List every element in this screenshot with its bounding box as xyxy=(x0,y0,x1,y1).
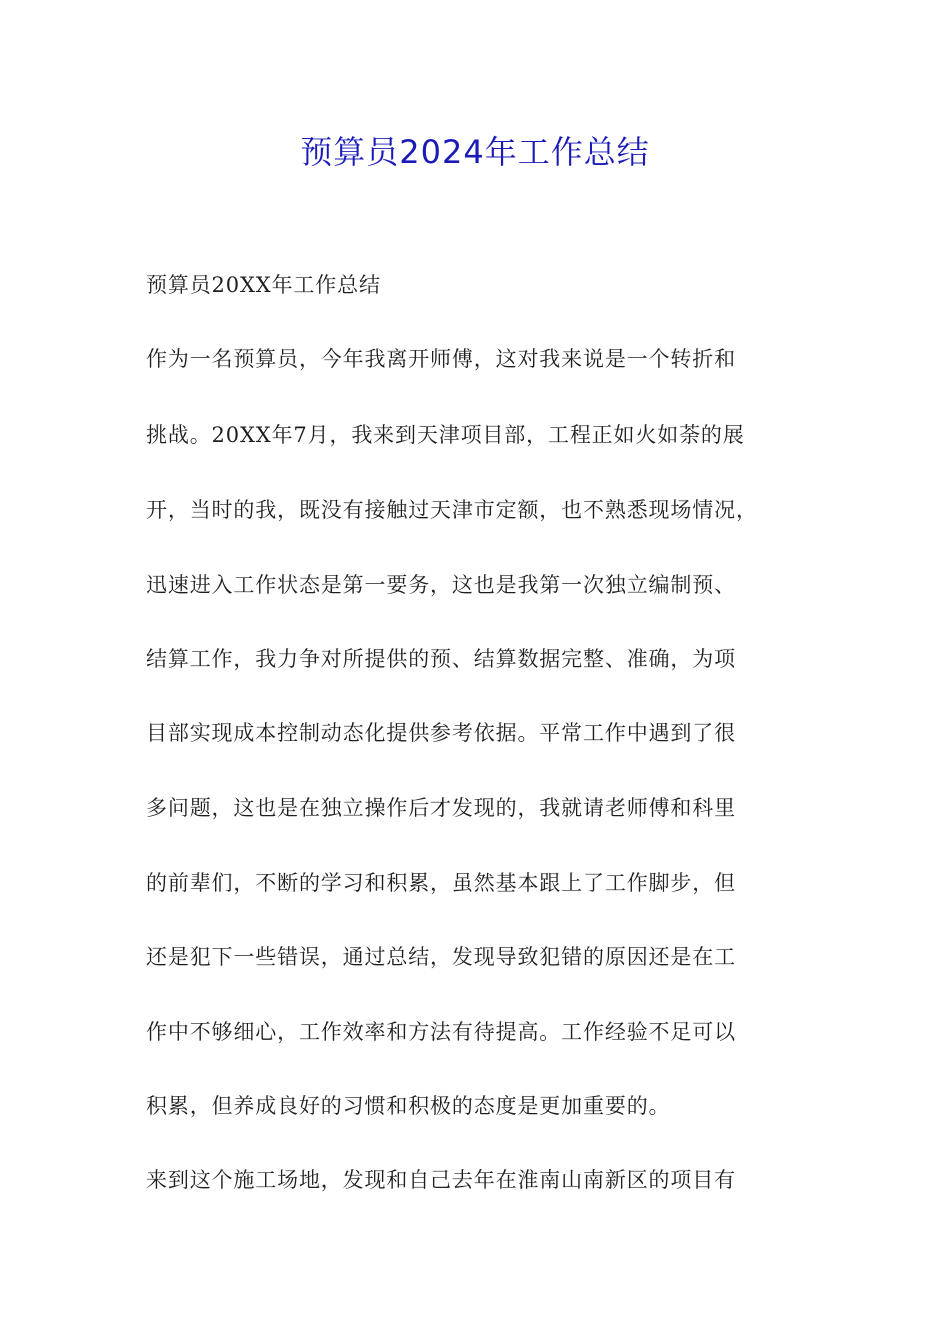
document-title: 预算员2024年工作总结 xyxy=(300,133,650,171)
paragraph-line: 作中不够细心，工作效率和方法有待提高。工作经验不足可以 xyxy=(146,1020,736,1044)
paragraph-line: 多问题，这也是在独立操作后才发现的，我就请老师傅和科里 xyxy=(146,796,736,820)
document-subtitle: 预算员20XX年工作总结 xyxy=(146,273,381,297)
paragraph-line: 积累，但养成良好的习惯和积极的态度是更加重要的。 xyxy=(146,1094,671,1118)
paragraph-line: 还是犯下一些错误，通过总结，发现导致犯错的原因还是在工 xyxy=(146,945,736,969)
paragraph-line: 来到这个施工场地，发现和自己去年在淮南山南新区的项目有 xyxy=(146,1168,736,1192)
paragraph-line: 挑战。20XX年7月，我来到天津项目部，工程正如火如荼的展 xyxy=(146,423,745,447)
paragraph-line: 作为一名预算员，今年我离开师傅，这对我来说是一个转折和 xyxy=(146,347,736,371)
paragraph-line: 目部实现成本控制动态化提供参考依据。平常工作中遇到了很 xyxy=(146,721,736,745)
paragraph-line: 开，当时的我，既没有接触过天津市定额，也不熟悉现场情况， xyxy=(146,498,758,522)
paragraph-line: 结算工作，我力争对所提供的预、结算数据完整、准确，为项 xyxy=(146,647,736,671)
paragraph-line: 的前辈们，不断的学习和积累，虽然基本跟上了工作脚步，但 xyxy=(146,871,736,895)
paragraph-line: 迅速进入工作状态是第一要务，这也是我第一次独立编制预、 xyxy=(146,573,736,597)
